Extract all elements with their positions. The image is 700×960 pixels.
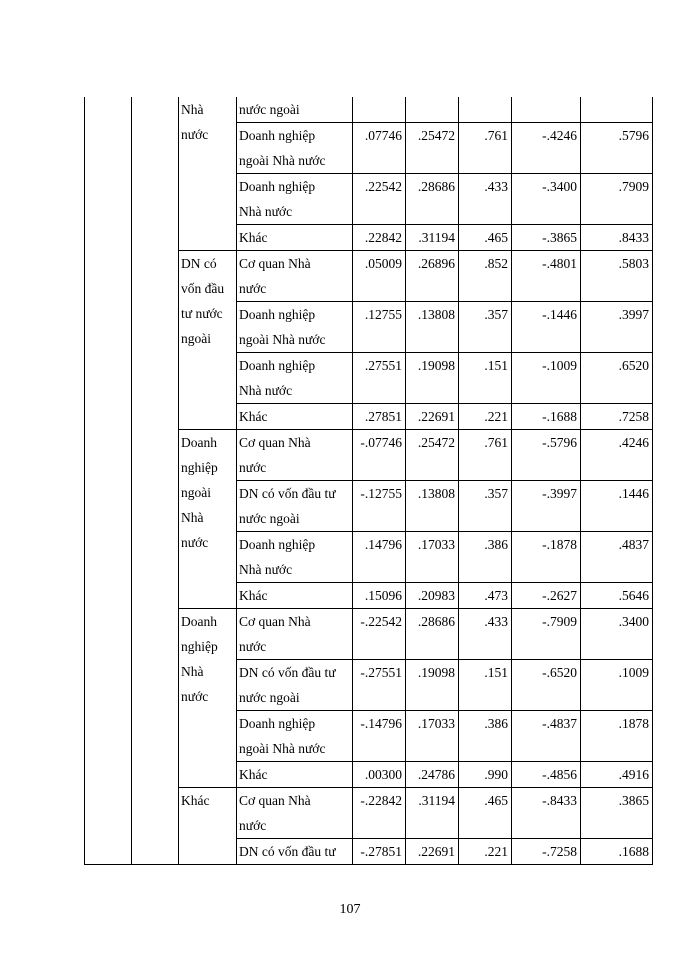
comparison-label: Doanh nghiệp Nhà nước: [237, 353, 353, 404]
upper-bound-cell: .6520: [581, 353, 653, 404]
comparison-label: Khác: [237, 583, 353, 609]
mean-difference-cell: -.12755: [353, 481, 406, 532]
comparison-label: Doanh nghiệp ngoài Nhà nước: [237, 711, 353, 762]
std-error-cell: .20983: [406, 583, 459, 609]
significance-cell: .465: [459, 788, 512, 839]
significance-cell: .221: [459, 839, 512, 865]
upper-bound-cell: .1009: [581, 660, 653, 711]
blank-column-2: [132, 97, 179, 865]
upper-bound-cell: .4246: [581, 430, 653, 481]
std-error-cell: .19098: [406, 353, 459, 404]
std-error-cell: .31194: [406, 788, 459, 839]
lower-bound-cell: -.1446: [512, 302, 581, 353]
upper-bound-cell: .3400: [581, 609, 653, 660]
significance-cell: .357: [459, 302, 512, 353]
lower-bound-cell: -.5796: [512, 430, 581, 481]
mean-difference-cell: -.22842: [353, 788, 406, 839]
lower-bound-cell: -.7258: [512, 839, 581, 865]
significance-cell: .990: [459, 762, 512, 788]
upper-bound-cell: .4837: [581, 532, 653, 583]
mean-difference-cell: [353, 97, 406, 123]
comparison-label: Cơ quan Nhà nước: [237, 788, 353, 839]
significance-cell: .386: [459, 532, 512, 583]
group-label: Doanh nghiệp Nhà nước: [179, 609, 237, 788]
significance-cell: .761: [459, 430, 512, 481]
comparison-label: Cơ quan Nhà nước: [237, 430, 353, 481]
upper-bound-cell: .5796: [581, 123, 653, 174]
mean-difference-cell: -.22542: [353, 609, 406, 660]
group-label: Doanh nghiệp ngoài Nhà nước: [179, 430, 237, 609]
comparison-label: Doanh nghiệp Nhà nước: [237, 532, 353, 583]
group-label: Khác: [179, 788, 237, 865]
std-error-cell: .17033: [406, 532, 459, 583]
page-number: 107: [339, 902, 361, 917]
significance-cell: .761: [459, 123, 512, 174]
std-error-cell: .31194: [406, 225, 459, 251]
comparison-label: DN có vốn đầu tư: [237, 839, 353, 865]
comparison-label: Doanh nghiệp ngoài Nhà nước: [237, 123, 353, 174]
group-label: DN có vốn đầu tư nước ngoài: [179, 251, 237, 430]
upper-bound-cell: .7909: [581, 174, 653, 225]
upper-bound-cell: .1688: [581, 839, 653, 865]
std-error-cell: .17033: [406, 711, 459, 762]
comparison-label: Doanh nghiệp ngoài Nhà nước: [237, 302, 353, 353]
lower-bound-cell: -.4856: [512, 762, 581, 788]
std-error-cell: .28686: [406, 609, 459, 660]
mean-difference-cell: .05009: [353, 251, 406, 302]
comparison-label: nước ngoài: [237, 97, 353, 123]
mean-difference-cell: .22542: [353, 174, 406, 225]
lower-bound-cell: -.4246: [512, 123, 581, 174]
comparison-table: [84, 97, 653, 865]
blank-column-1: [85, 97, 132, 865]
lower-bound-cell: [512, 97, 581, 123]
lower-bound-cell: -.3400: [512, 174, 581, 225]
group-label: Nhà nước: [179, 97, 237, 251]
lower-bound-cell: -.4837: [512, 711, 581, 762]
upper-bound-cell: [581, 97, 653, 123]
upper-bound-cell: .7258: [581, 404, 653, 430]
lower-bound-cell: -.6520: [512, 660, 581, 711]
std-error-cell: .26896: [406, 251, 459, 302]
significance-cell: .151: [459, 660, 512, 711]
comparison-label: Cơ quan Nhà nước: [237, 251, 353, 302]
upper-bound-cell: .3865: [581, 788, 653, 839]
lower-bound-cell: -.3997: [512, 481, 581, 532]
std-error-cell: .22691: [406, 404, 459, 430]
std-error-cell: .22691: [406, 839, 459, 865]
upper-bound-cell: .1878: [581, 711, 653, 762]
lower-bound-cell: -.2627: [512, 583, 581, 609]
comparison-label: Khác: [237, 762, 353, 788]
upper-bound-cell: .1446: [581, 481, 653, 532]
mean-difference-cell: -.27551: [353, 660, 406, 711]
mean-difference-cell: -.07746: [353, 430, 406, 481]
significance-cell: [459, 97, 512, 123]
upper-bound-cell: .4916: [581, 762, 653, 788]
significance-cell: .852: [459, 251, 512, 302]
std-error-cell: .13808: [406, 302, 459, 353]
std-error-cell: .13808: [406, 481, 459, 532]
significance-cell: .221: [459, 404, 512, 430]
lower-bound-cell: -.4801: [512, 251, 581, 302]
std-error-cell: .28686: [406, 174, 459, 225]
upper-bound-cell: .5646: [581, 583, 653, 609]
mean-difference-cell: .07746: [353, 123, 406, 174]
lower-bound-cell: -.3865: [512, 225, 581, 251]
mean-difference-cell: .27551: [353, 353, 406, 404]
significance-cell: .357: [459, 481, 512, 532]
lower-bound-cell: -.7909: [512, 609, 581, 660]
mean-difference-cell: .00300: [353, 762, 406, 788]
std-error-cell: .25472: [406, 430, 459, 481]
lower-bound-cell: -.8433: [512, 788, 581, 839]
mean-difference-cell: .15096: [353, 583, 406, 609]
significance-cell: .433: [459, 609, 512, 660]
significance-cell: .386: [459, 711, 512, 762]
comparison-label: Doanh nghiệp Nhà nước: [237, 174, 353, 225]
mean-difference-cell: -.27851: [353, 839, 406, 865]
lower-bound-cell: -.1009: [512, 353, 581, 404]
mean-difference-cell: .12755: [353, 302, 406, 353]
significance-cell: .433: [459, 174, 512, 225]
comparison-label: DN có vốn đầu tư nước ngoài: [237, 481, 353, 532]
mean-difference-cell: .27851: [353, 404, 406, 430]
lower-bound-cell: -.1688: [512, 404, 581, 430]
std-error-cell: .24786: [406, 762, 459, 788]
std-error-cell: .25472: [406, 123, 459, 174]
mean-difference-cell: -.14796: [353, 711, 406, 762]
std-error-cell: [406, 97, 459, 123]
mean-difference-cell: .14796: [353, 532, 406, 583]
significance-cell: .465: [459, 225, 512, 251]
comparison-label: Khác: [237, 225, 353, 251]
table-row: [85, 97, 653, 123]
significance-cell: .473: [459, 583, 512, 609]
comparison-label: Khác: [237, 404, 353, 430]
upper-bound-cell: .8433: [581, 225, 653, 251]
comparison-label: Cơ quan Nhà nước: [237, 609, 353, 660]
std-error-cell: .19098: [406, 660, 459, 711]
upper-bound-cell: .3997: [581, 302, 653, 353]
lower-bound-cell: -.1878: [512, 532, 581, 583]
upper-bound-cell: .5803: [581, 251, 653, 302]
comparison-label: DN có vốn đầu tư nước ngoài: [237, 660, 353, 711]
mean-difference-cell: .22842: [353, 225, 406, 251]
significance-cell: .151: [459, 353, 512, 404]
